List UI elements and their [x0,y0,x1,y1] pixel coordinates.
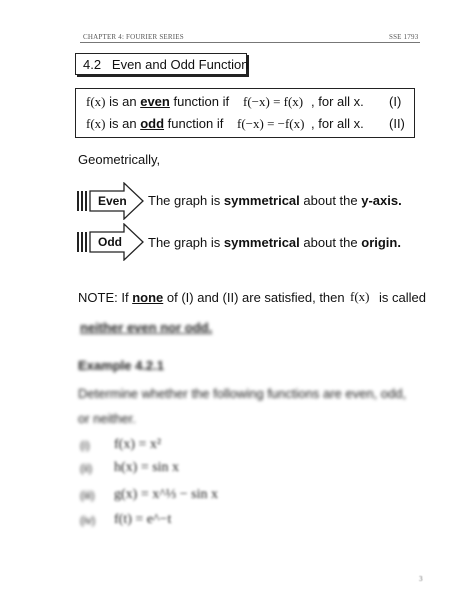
desc-text: about the [303,235,358,250]
note-line [78,290,345,305]
even-arrow [76,182,144,220]
desc-text: The graph is [148,235,221,250]
func-fx: f(x) [86,116,106,131]
label-I: (I) [389,94,402,109]
desc-bold: symmetrical [223,193,300,208]
example-item-num: (ii) [80,463,93,475]
even-description [148,193,402,208]
neither-text: neither even nor odd. [80,320,213,335]
page-number: 3 [419,575,423,583]
example-title: Example 4.2.1 [78,358,164,373]
desc-bold: origin. [361,235,401,250]
course-code: SSE 1793 [389,33,419,41]
note-text: NOTE: If [78,290,129,305]
even-arrow-label: Even [98,194,127,208]
section-title-text: 4.2 Even and Odd Function [83,57,249,72]
def-text: is an [109,116,137,131]
def-text: function if [167,116,224,131]
odd-condition: f(−x) = −f(x) [237,116,305,131]
example-prompt-1: Determine whether the following functions are even, odd, [78,386,407,401]
desc-text: The graph is [148,193,221,208]
chapter-header: CHAPTER 4: FOURIER SERIES [83,33,184,41]
example-item-expr: f(t) = e^−t [114,512,172,527]
note-text: of (I) and (II) are satisfied, then [166,290,345,305]
odd-arrow [76,223,144,261]
odd-qualifier: , for all x. [311,116,364,131]
note-func: f(x) [350,289,370,304]
odd-description [148,235,401,250]
even-qualifier: , for all x. [311,94,364,109]
example-prompt-2: or neither. [78,411,136,426]
func-fx: f(x) [86,94,106,109]
definition-odd [86,116,223,132]
geometrically-label: Geometrically, [78,152,161,167]
odd-keyword: odd [140,116,165,131]
none-keyword: none [132,290,164,305]
example-item-num: (iii) [80,490,95,502]
desc-text: about the [303,193,358,208]
example-item-expr: h(x) = sin x [114,460,180,475]
even-keyword: even [140,94,170,109]
desc-bold: y-axis. [361,193,402,208]
def-text: is an [109,94,137,109]
section-title [75,53,247,75]
even-condition: f(−x) = f(x) [243,94,304,109]
definition-even [86,94,229,110]
example-item-expr: g(x) = x^⅓ − sin x [114,487,219,502]
desc-bold: symmetrical [223,235,300,250]
odd-arrow-label: Odd [98,235,122,249]
def-text: function if [173,94,230,109]
header-rule [80,42,420,43]
label-II: (II) [389,116,405,131]
example-item-num: (iv) [80,515,96,527]
example-item-num: (i) [80,440,90,452]
note-suffix: is called [379,290,426,305]
example-item-expr: f(x) = x² [114,437,162,452]
